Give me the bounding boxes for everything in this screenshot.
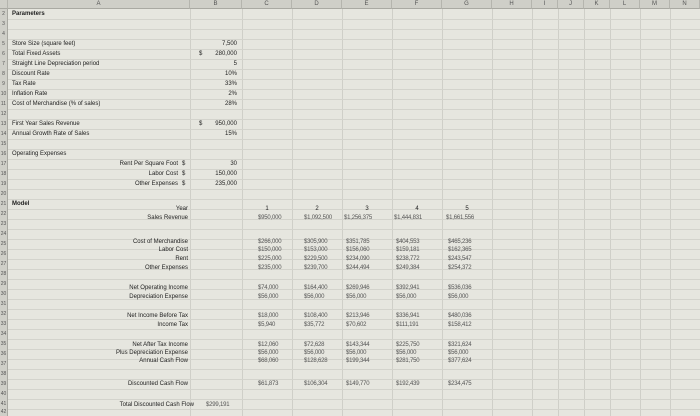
- row-header[interactable]: 11: [0, 101, 7, 107]
- row-header[interactable]: 25: [0, 241, 7, 247]
- row-header[interactable]: 38: [0, 371, 7, 377]
- noi-y2[interactable]: $164,400: [304, 285, 328, 291]
- other-y5[interactable]: $254,372: [448, 265, 472, 271]
- total-dcf-label[interactable]: Total Discounted Cash Flow: [119, 402, 194, 408]
- nibt-y2[interactable]: $108,400: [304, 313, 328, 319]
- year-3[interactable]: 3: [365, 206, 369, 212]
- rent-y3[interactable]: $234,090: [346, 256, 370, 262]
- tax-rate-label[interactable]: Tax Rate: [12, 81, 36, 87]
- labor-y5[interactable]: $162,365: [448, 247, 472, 253]
- sales-y3[interactable]: $1,256,375: [344, 215, 373, 221]
- sales-revenue-label[interactable]: Sales Revenue: [147, 215, 188, 221]
- year-4[interactable]: 4: [415, 206, 419, 212]
- depr-period-label[interactable]: Straight Line Depreciation period: [12, 61, 100, 67]
- tax-y3[interactable]: $70,602: [346, 322, 367, 328]
- col-header-b[interactable]: B: [190, 0, 242, 9]
- cogs-pct-label[interactable]: Cost of Merchandise (% of sales): [12, 101, 101, 107]
- row-header[interactable]: 5: [0, 39, 8, 49]
- sales-y5[interactable]: $1,661,556: [446, 215, 475, 221]
- col-header-i[interactable]: I: [532, 0, 558, 9]
- year-label[interactable]: Year: [175, 206, 188, 212]
- niat-y4[interactable]: $225,750: [396, 342, 420, 348]
- col-header-e[interactable]: E: [342, 0, 392, 9]
- row-header[interactable]: 20: [0, 191, 7, 197]
- dcf-y4[interactable]: $192,439: [396, 381, 420, 387]
- other-y4[interactable]: $249,384: [396, 265, 420, 271]
- discounted-cash-flow-label[interactable]: Discounted Cash Flow: [127, 381, 188, 387]
- row-header[interactable]: 21: [0, 201, 7, 207]
- other-expenses-value[interactable]: 235,000: [215, 181, 237, 187]
- fixed-assets-dollar[interactable]: $: [199, 51, 203, 57]
- plusdep-y2[interactable]: $56,000: [304, 350, 325, 356]
- model-title[interactable]: Model: [12, 201, 30, 207]
- dcf-y1[interactable]: $61,873: [258, 381, 279, 387]
- row-header[interactable]: 14: [0, 131, 7, 137]
- row-header[interactable]: 32: [0, 311, 7, 317]
- plusdep-y5[interactable]: $56,000: [448, 350, 469, 356]
- dcf-y5[interactable]: $234,475: [448, 381, 472, 387]
- nibt-y1[interactable]: $18,000: [258, 313, 279, 319]
- row-header[interactable]: 34: [0, 331, 7, 337]
- tax-y5[interactable]: $158,412: [448, 322, 472, 328]
- dep-y3[interactable]: $56,000: [346, 294, 367, 300]
- growth-rate-value[interactable]: 15%: [224, 131, 237, 137]
- acf-y3[interactable]: $199,344: [346, 358, 370, 364]
- rent-y4[interactable]: $238,772: [396, 256, 420, 262]
- acf-y4[interactable]: $281,750: [396, 358, 420, 364]
- year-1[interactable]: 1: [265, 206, 269, 212]
- row-header[interactable]: 16: [0, 151, 7, 157]
- rent-label[interactable]: Rent: [175, 256, 188, 262]
- row-header[interactable]: 17: [0, 161, 7, 167]
- growth-rate-label[interactable]: Annual Growth Rate of Sales: [12, 131, 90, 137]
- dcf-y3[interactable]: $149,770: [346, 381, 370, 387]
- cogs-label[interactable]: Cost of Merchandise: [132, 239, 188, 245]
- col-header-j[interactable]: J: [558, 0, 584, 9]
- labor-label[interactable]: Labor Cost: [158, 247, 188, 253]
- annual-cash-flow-label[interactable]: Annual Cash Flow: [139, 358, 188, 364]
- row-header[interactable]: 42: [0, 409, 7, 415]
- cogs-y4[interactable]: $404,553: [396, 239, 420, 245]
- row-header[interactable]: 33: [0, 321, 7, 327]
- row-header[interactable]: 2: [0, 9, 8, 19]
- first-revenue-label[interactable]: First Year Sales Revenue: [12, 121, 80, 127]
- col-header-f[interactable]: F: [392, 0, 442, 9]
- labor-y3[interactable]: $156,060: [346, 247, 370, 253]
- inflation-label[interactable]: Inflation Rate: [12, 91, 48, 97]
- plusdep-y1[interactable]: $56,000: [258, 350, 279, 356]
- income-tax-label[interactable]: Income Tax: [157, 322, 188, 328]
- dep-label[interactable]: Depreciation Expense: [129, 294, 188, 300]
- acf-y2[interactable]: $128,628: [304, 358, 328, 364]
- first-revenue-dollar[interactable]: $: [199, 121, 203, 127]
- dep-y4[interactable]: $56,000: [396, 294, 417, 300]
- sales-y1[interactable]: $950,000: [258, 215, 282, 221]
- labor-cost-value[interactable]: 150,000: [215, 171, 237, 177]
- cogs-y5[interactable]: $465,236: [448, 239, 472, 245]
- row-header[interactable]: 12: [0, 111, 7, 117]
- row-header[interactable]: 9: [0, 79, 8, 89]
- parameters-title[interactable]: Parameters: [12, 11, 45, 17]
- row-header[interactable]: 37: [0, 361, 7, 367]
- col-header-m[interactable]: M: [640, 0, 670, 9]
- rent-per-sqft-value[interactable]: 30: [230, 161, 237, 167]
- row-header[interactable]: 13: [0, 121, 7, 127]
- other-y2[interactable]: $239,700: [304, 265, 328, 271]
- plus-dep-label[interactable]: Plus Depreciation Expense: [115, 350, 188, 356]
- noi-y1[interactable]: $74,000: [258, 285, 279, 291]
- cogs-pct-value[interactable]: 28%: [224, 101, 237, 107]
- labor-y1[interactable]: $150,000: [258, 247, 282, 253]
- niat-y1[interactable]: $12,060: [258, 342, 279, 348]
- discount-value[interactable]: 10%: [224, 71, 237, 77]
- sales-y4[interactable]: $1,444,831: [394, 215, 423, 221]
- niat-y3[interactable]: $143,344: [346, 342, 370, 348]
- row-header[interactable]: 23: [0, 221, 7, 227]
- row-header[interactable]: 41: [0, 401, 7, 407]
- row-header[interactable]: 7: [0, 59, 8, 69]
- nibt-y5[interactable]: $480,036: [448, 313, 472, 319]
- niat-y2[interactable]: $72,628: [304, 342, 325, 348]
- total-dcf-value[interactable]: $299,191: [206, 402, 230, 408]
- col-header-n[interactable]: N: [670, 0, 700, 9]
- row-header[interactable]: 40: [0, 391, 7, 397]
- cogs-y3[interactable]: $351,785: [346, 239, 370, 245]
- row-header[interactable]: 24: [0, 231, 7, 237]
- row-header[interactable]: 3: [0, 19, 8, 29]
- row-header[interactable]: 8: [0, 69, 8, 79]
- row-header[interactable]: 39: [0, 381, 7, 387]
- tax-y2[interactable]: $35,772: [304, 322, 325, 328]
- plusdep-y4[interactable]: $56,000: [396, 350, 417, 356]
- row-header[interactable]: 6: [0, 49, 8, 59]
- acf-y5[interactable]: $377,624: [448, 358, 472, 364]
- other-dollar[interactable]: $: [182, 181, 186, 187]
- other-y1[interactable]: $235,000: [258, 265, 282, 271]
- niat-y5[interactable]: $321,624: [448, 342, 472, 348]
- dep-y1[interactable]: $56,000: [258, 294, 279, 300]
- niat-label[interactable]: Net After Tax Income: [132, 342, 188, 348]
- acf-y1[interactable]: $68,060: [258, 358, 279, 364]
- store-size-value[interactable]: 7,500: [221, 41, 237, 47]
- dep-y5[interactable]: $56,000: [448, 294, 469, 300]
- other-expenses-label[interactable]: Other Expenses: [134, 181, 178, 187]
- fixed-assets-value[interactable]: 280,000: [215, 51, 237, 57]
- inflation-value[interactable]: 2%: [228, 91, 237, 97]
- tax-y1[interactable]: $5,940: [258, 322, 276, 328]
- row-header[interactable]: 26: [0, 251, 7, 257]
- col-header-g[interactable]: G: [442, 0, 492, 9]
- tax-rate-value[interactable]: 33%: [224, 81, 237, 87]
- corner-cell[interactable]: [0, 0, 8, 9]
- fixed-assets-label[interactable]: Total Fixed Assets: [12, 51, 61, 57]
- plusdep-y3[interactable]: $56,000: [346, 350, 367, 356]
- depr-period-value[interactable]: 5: [233, 61, 237, 67]
- labor-dollar[interactable]: $: [182, 171, 186, 177]
- row-header[interactable]: 15: [0, 141, 7, 147]
- labor-y4[interactable]: $159,181: [396, 247, 420, 253]
- nibt-y3[interactable]: $213,946: [346, 313, 370, 319]
- year-5[interactable]: 5: [465, 206, 469, 212]
- row-header[interactable]: 22: [0, 211, 7, 217]
- sales-y2[interactable]: $1,092,500: [304, 215, 333, 221]
- noi-y5[interactable]: $536,036: [448, 285, 472, 291]
- discount-label[interactable]: Discount Rate: [12, 71, 50, 77]
- operating-expenses-title[interactable]: Operating Expenses: [12, 151, 67, 157]
- labor-y2[interactable]: $153,000: [304, 247, 328, 253]
- row-header[interactable]: 36: [0, 351, 7, 357]
- row-header[interactable]: 10: [0, 91, 7, 97]
- nibt-label[interactable]: Net Income Before Tax: [127, 313, 188, 319]
- row-header[interactable]: 35: [0, 341, 7, 347]
- row-header[interactable]: 29: [0, 281, 7, 287]
- row-header[interactable]: 27: [0, 261, 7, 267]
- rent-y2[interactable]: $229,500: [304, 256, 328, 262]
- noi-y4[interactable]: $392,941: [396, 285, 420, 291]
- store-size-label[interactable]: Store Size (square feet): [12, 41, 76, 47]
- row-header[interactable]: 30: [0, 291, 7, 297]
- rent-y1[interactable]: $225,000: [258, 256, 282, 262]
- row-header[interactable]: 19: [0, 181, 7, 187]
- other-y3[interactable]: $244,494: [346, 265, 370, 271]
- nibt-y4[interactable]: $336,941: [396, 313, 420, 319]
- col-header-a[interactable]: A: [8, 0, 190, 9]
- col-header-d[interactable]: D: [292, 0, 342, 9]
- first-revenue-value[interactable]: 950,000: [215, 121, 237, 127]
- row-header[interactable]: 4: [0, 29, 8, 39]
- col-header-l[interactable]: L: [610, 0, 640, 9]
- year-2[interactable]: 2: [315, 206, 319, 212]
- row-header[interactable]: 18: [0, 171, 7, 177]
- rent-dollar[interactable]: $: [182, 161, 186, 167]
- row-header[interactable]: 31: [0, 301, 7, 307]
- noi-y3[interactable]: $269,946: [346, 285, 370, 291]
- tax-y4[interactable]: $111,191: [396, 322, 419, 328]
- col-header-k[interactable]: K: [584, 0, 610, 9]
- row-header[interactable]: 28: [0, 271, 7, 277]
- col-header-h[interactable]: H: [492, 0, 532, 9]
- dcf-y2[interactable]: $106,304: [304, 381, 328, 387]
- rent-per-sqft-label[interactable]: Rent Per Square Foot: [119, 161, 178, 167]
- dep-y2[interactable]: $56,000: [304, 294, 325, 300]
- other-exp-label[interactable]: Other Expenses: [144, 265, 188, 271]
- col-header-c[interactable]: C: [242, 0, 292, 9]
- noi-label[interactable]: Net Operating Income: [129, 285, 188, 291]
- labor-cost-label[interactable]: Labor Cost: [148, 171, 178, 177]
- rent-y5[interactable]: $243,547: [448, 256, 472, 262]
- cogs-y2[interactable]: $305,900: [304, 239, 328, 245]
- cogs-y1[interactable]: $266,000: [258, 239, 282, 245]
